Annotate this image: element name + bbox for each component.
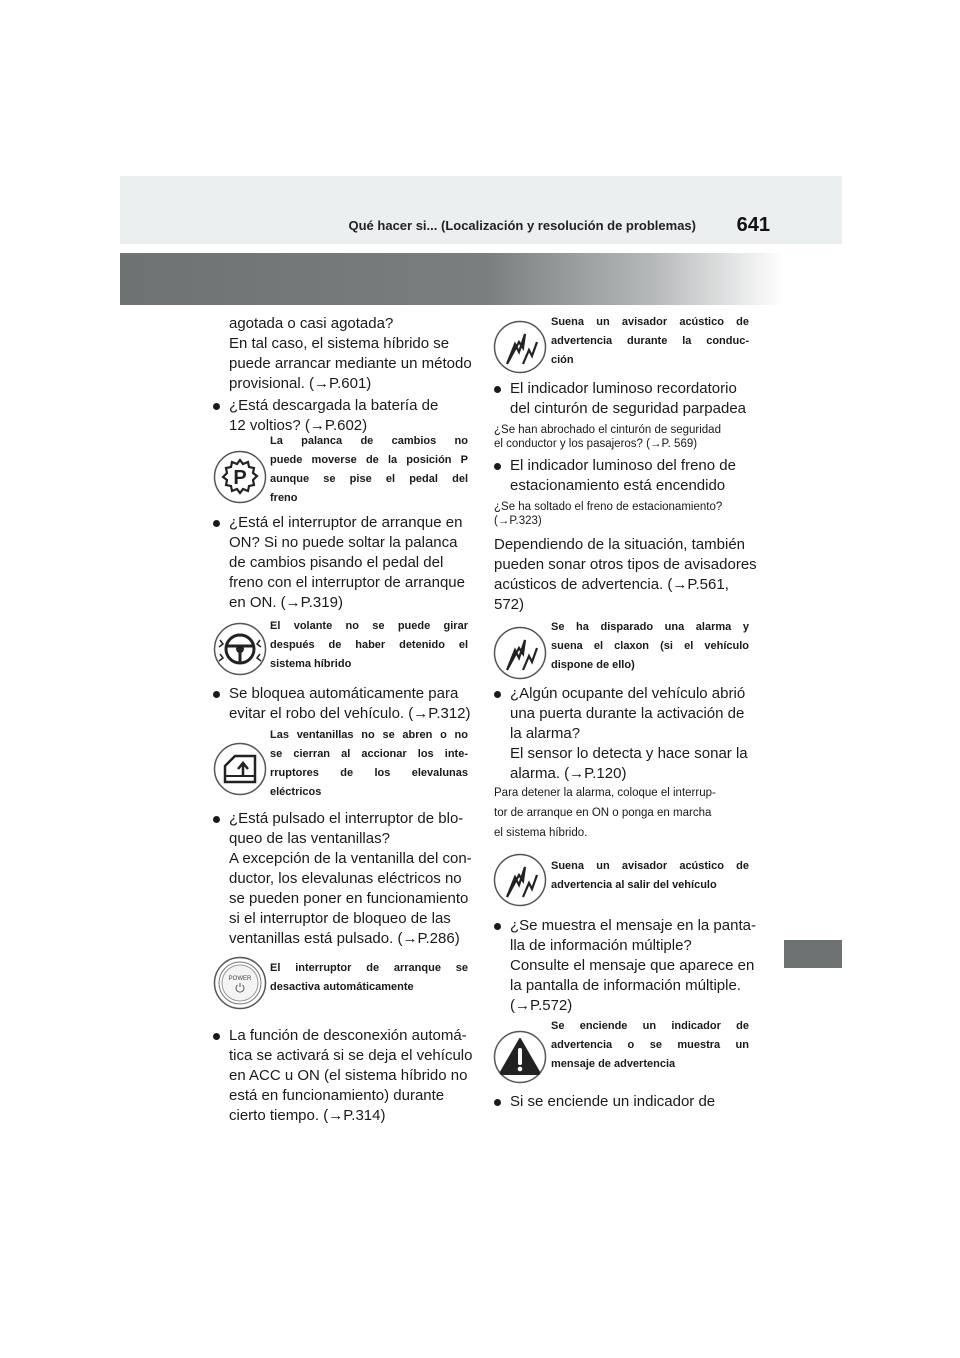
paragraph-line: agotada o casi agotada? [229, 315, 394, 332]
warning-triangle-icon [493, 1030, 547, 1084]
bullet-line: una puerta durante la activación de [510, 705, 745, 722]
note-line: (→P.323) [494, 515, 542, 527]
heading-line: Suena un avisador acústico de [551, 860, 749, 872]
heading-line: advertencia al salir del vehículo [551, 879, 717, 891]
bullet-line: El indicador luminoso del freno de [510, 457, 736, 474]
gear-p-icon [213, 450, 267, 504]
header-band [120, 253, 784, 305]
bullet-line: Si se enciende un indicador de [510, 1093, 716, 1110]
indicator-heading [270, 617, 468, 674]
heading-line: dispone de ello) [551, 659, 635, 671]
note-line: el conductor y los pasajeros? (→P. 569) [494, 438, 698, 450]
bullet [213, 403, 220, 410]
bullet [494, 1099, 501, 1106]
bullet-line: la pantalla de información múltiple. [510, 977, 741, 994]
indicator-heading [551, 313, 749, 370]
heading-line: rruptores de los elevalunas [270, 767, 468, 779]
bullet-line: El sensor lo detecta y hace sonar la [510, 745, 748, 762]
page-header [120, 176, 842, 244]
bullet-line: Se bloquea automáticamente para [229, 685, 459, 702]
heading-line: sistema híbrido [270, 658, 352, 670]
heading-line: suena el claxon (si el vehículo [551, 640, 749, 652]
note-line: Para detener la alarma, coloque el interrup- [494, 787, 716, 799]
bullet-line: alarma. (→P.120) [510, 765, 627, 782]
bullet [494, 386, 501, 393]
indicator-heading [270, 726, 468, 802]
bullet-line: tica se activará si se deja el vehículo [229, 1047, 473, 1064]
indicator-heading [551, 618, 749, 675]
heading-line: advertencia o se muestra un [551, 1039, 749, 1051]
alarm-sound-icon [493, 626, 547, 680]
bullet-line: freno con el interruptor de arranque [229, 574, 465, 591]
indicator-heading [551, 857, 749, 895]
bullet-line: ON? Si no puede soltar la palanca [229, 534, 458, 551]
bullet-line: la alarma? [510, 725, 581, 742]
heading-line: Suena un avisador acústico de [551, 316, 749, 328]
exit-warning-sound-icon [493, 853, 547, 907]
bullet-line: Consulte el mensaje que aparece en [510, 957, 755, 974]
heading-line: freno [270, 492, 298, 504]
bullet-line: de cambios pisando el pedal del [229, 554, 444, 571]
power-button-icon [213, 956, 267, 1010]
bullet-line: cierto tiempo. (→P.314) [229, 1107, 386, 1124]
bullet-line: ventanillas está pulsado. (→P.286) [229, 930, 460, 947]
paragraph-line: En tal caso, el sistema híbrido se [229, 335, 450, 352]
heading-line: desactiva automáticamente [270, 981, 414, 993]
warning-sound-icon [493, 320, 547, 374]
heading-line: después de haber detenido el [270, 639, 468, 651]
bullet-line: ¿Está pulsado el interruptor de blo- [229, 810, 464, 827]
heading-line: puede moverse de la posición P [270, 454, 468, 466]
page-number: 641 [736, 214, 770, 236]
section-title: Qué hacer si... (Localización y resolución de problemas) [348, 218, 696, 233]
indicator-heading [270, 959, 468, 997]
section-tab [784, 940, 842, 968]
heading-line: El volante no se puede girar [270, 620, 468, 632]
steering-lock-icon [213, 622, 267, 676]
bullet [213, 691, 220, 698]
note-line: el sistema híbrido. [494, 827, 588, 839]
bullet-line: en ON. (→P.319) [229, 594, 343, 611]
bullet-line: queo de las ventanillas? [229, 830, 390, 847]
bullet-line: evitar el robo del vehículo. (→P.312) [229, 705, 471, 722]
bullet-line: El indicador luminoso recordatorio [510, 380, 737, 397]
paragraph-line: provisional. (→P.601) [229, 375, 372, 392]
note-line: ¿Se ha soltado el freno de estacionamiento? [494, 501, 723, 513]
power-window-icon [213, 742, 267, 796]
power-label: POWER [228, 976, 252, 982]
bullet-line: si el interruptor de bloqueo de las [229, 910, 451, 927]
bullet-line: ¿Algún ocupante del vehículo abrió [510, 685, 746, 702]
heading-line: ción [551, 354, 574, 366]
note-line: tor de arranque en ON o ponga en marcha [494, 807, 712, 819]
bullet-line: A excepción de la ventanilla del con- [229, 850, 472, 867]
bullet-line: La función de desconexión automá- [229, 1027, 467, 1044]
heading-line: aunque se pise el pedal del [270, 473, 468, 485]
bullet-line: 12 voltios? (→P.602) [229, 417, 368, 434]
indicator-heading [551, 1017, 749, 1074]
paragraph-line: Dependiendo de la situación, también [494, 536, 746, 553]
paragraph-line: puede arrancar mediante un método [229, 355, 472, 372]
svg-text:P: P [233, 467, 247, 489]
bullet [213, 520, 220, 527]
bullet [494, 463, 501, 470]
heading-line: El interruptor de arranque se [270, 962, 468, 974]
bullet-line: del cinturón de seguridad parpadea [510, 400, 747, 417]
heading-line: advertencia durante la conduc- [551, 335, 749, 347]
bullet-line: se pueden poner en funcionamiento [229, 890, 469, 907]
bullet-line: ductor, los elevalunas eléctricos no [229, 870, 462, 887]
heading-line: Se ha disparado una alarma y [551, 621, 749, 633]
bullet-line: estacionamiento está encendido [510, 477, 726, 494]
heading-line: La palanca de cambios no [270, 435, 468, 447]
bullet [213, 816, 220, 823]
heading-line: eléctricos [270, 786, 322, 798]
bullet-line: lla de información múltiple? [510, 937, 692, 954]
paragraph-line: pueden sonar otros tipos de avisadores [494, 556, 757, 573]
heading-line: se cierran al accionar los inte- [270, 748, 468, 760]
bullet-line: ¿Se muestra el mensaje en la panta- [510, 917, 756, 934]
indicator-heading [270, 432, 468, 508]
bullet-line: ¿Está el interruptor de arranque en [229, 514, 463, 531]
paragraph-line: 572) [494, 596, 525, 613]
heading-line: Se enciende un indicador de [551, 1020, 749, 1032]
bullet [494, 923, 501, 930]
bullet-line: en ACC u ON (el sistema híbrido no [229, 1067, 468, 1084]
paragraph-line: acústicos de advertencia. (→P.561, [494, 576, 729, 593]
note-line: ¿Se han abrochado el cinturón de seguridad [494, 424, 721, 436]
bullet-line: ¿Está descargada la batería de [229, 397, 439, 414]
bullet-line: (→P.572) [510, 997, 573, 1014]
heading-line: Las ventanillas no se abren o no [270, 729, 468, 741]
bullet [494, 691, 501, 698]
bullet [213, 1033, 220, 1040]
bullet-line: está en funcionamiento) durante [229, 1087, 445, 1104]
heading-line: mensaje de advertencia [551, 1058, 676, 1070]
